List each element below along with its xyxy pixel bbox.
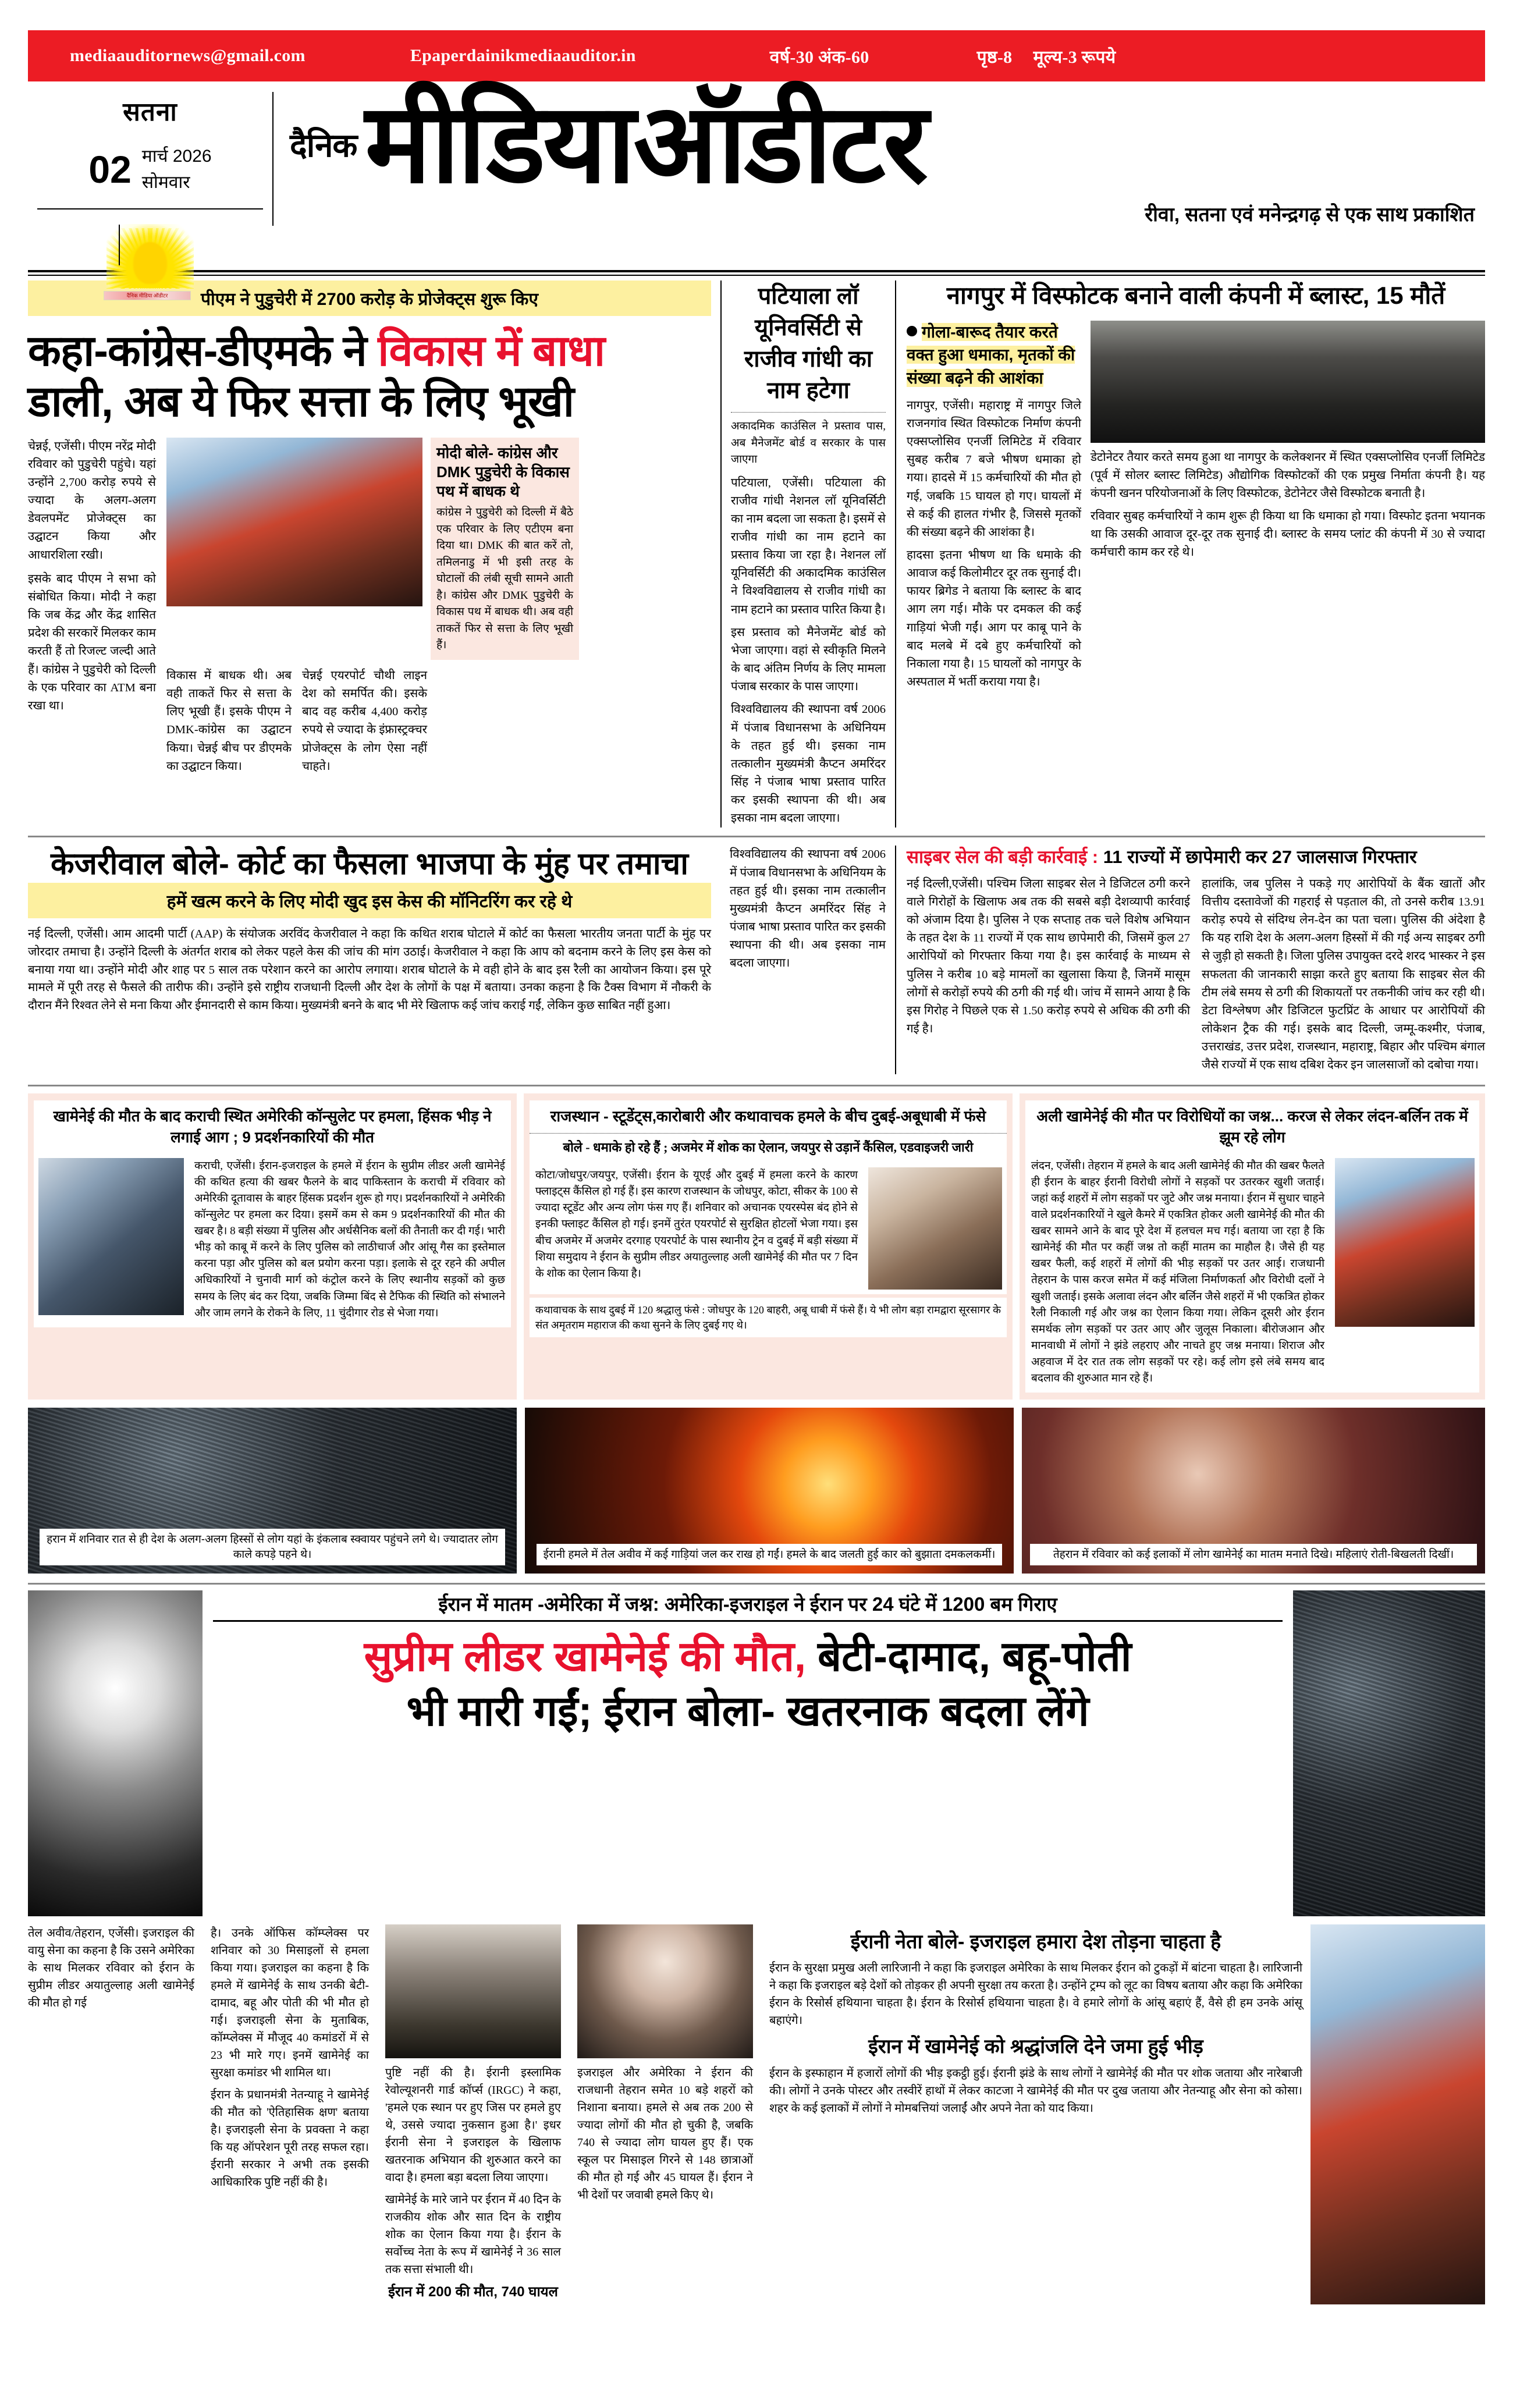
mega-photo-ruins — [385, 1924, 561, 2058]
lead-col3-para: चेन्नई एयरपोर्ट चौथी लाइन देश को समर्पित की। इसके बाद वह करीब 4,400 करोड़ रुपये से ज्यादा के इंफ्रास्ट्रक्चर प्रोजेक्ट्स के लोग ऐसा नहीं चाहते। — [302, 669, 427, 773]
mega-photo-tribute-crowd — [1310, 1924, 1485, 2304]
mega-col4-para1: इजराइल और अमेरिका ने ईरान की राजधानी तेहरान समेत 10 बड़े शहरों को निशाना बनाया। हमले से अब तक 200 से ज्यादा लोगों की मौत हो चुकी है, जबकि 740 से ज्यादा लोग घायल हुए हैं। एक स्कूल पर मिसाइल गिरने से 148 छात्राओं की मौत हो गई और 45 घायल हैं। ईरान ने भी देशों पर जवाबी हमले किए थे। — [577, 2066, 753, 2202]
karachi-body: कराची, एजेंसी। ईरान-इजराइल के हमले में ईरान के सुप्रीम लीडर अली खामेनेई की कथित हत्या की खबर फैलने के बाद पाकिस्तान के कराची में रविवार को अमेरिकी दूतावास के बाहर हिंसक प्रदर्शन शुरू हो गए। प्रदर्शनकारियों ने अमेरिकी कॉन्सुलेट पर हमला कर दिया। इसमें कम से कम 9 प्रदर्शनकारियों की मौत की खबर है। 8 बड़ी संख्या में पुलिस और अर्धसैनिक बलों की तैनाती कर दी गई। भारी भीड़ को काबू में करने के लिए पुलिस को लाठीचार्ज और आंसू गैस का इस्तेमाल करना पड़ा और पुलिस को बल प्रयोग करना पड़ा। इलाके से दूर रहने की अपील अधिकारियों ने चुनावी मार्ग को कंट्रोल करने के लिए स्थानीय सड़कों को कुछ समय के लिए बंद कर दिया, जबकि जिम्मा बिंद से टैफिक की स्थिति को संभालने और जाम लगने के रोकने के लिए, 11 चुंदीगार रोड से भेजा गया। — [189, 1153, 511, 1327]
dateline — [28, 143, 272, 196]
kejriwal-subhead: हमें खत्म करने के लिए मोदी खुद इस केस की मॉनिटरिंग कर रहे थे — [28, 883, 711, 918]
tribute-headline: ईरान में खामेनेई को श्रद्धांजलि देने जमा हुई भीड़ — [868, 2036, 1203, 2058]
nagpur-para1: नागपुर, एजेंसी। महाराष्ट्र में नागपुर जिले राजनगांव स्थित विस्फोटक निर्माण कंपनी एक्सप्लोसिव एनर्जी लिमिटेड में रविवार सुबह करीब 7 बजे भीषण धमाका हो गया। हादसे में 15 कर्मचारियों की मौत हो गई, जबकि 15 घायल हो गए। घायलों में से कई की हालत गंभीर है, जिससे मृतकों की संख्या बढ़ने की आशंका है। — [907, 399, 1081, 539]
nagpur-bullet-text: गोला-बारूद तैयार करते वक्त हुआ धमाका, मृतकों की संख्या बढ़ने की आशंका — [907, 322, 1075, 387]
patiala-story — [720, 280, 895, 827]
patiala-subhead: अकादमिक काउंसिल ने प्रस्ताव पास, अब मैनेजमेंट बोर्ड व सरकार के पास जाएगा — [731, 412, 886, 468]
lead-body-columns — [28, 438, 711, 776]
mega-body-columns — [28, 1924, 1485, 2304]
patiala-headline: पटियाला लॉ यूनिवर्सिटी से राजीव गांधी का नाम हटेगा — [744, 283, 873, 403]
lead-kicker: पीएम ने पुडुचेरी में 2700 करोड़ के प्रोजेक्ट्स शुरू किए — [28, 280, 711, 316]
mega-col3-subhead: ईरान में 200 की मौत, 740 घायल — [388, 2284, 558, 2300]
larijani-headline: ईरानी नेता बोले- इजराइल हमारा देश तोड़ना चाहता है — [850, 1931, 1221, 1954]
kejriwal-headline: केजरीवाल बोले- कोर्ट का फैसला भाजपा के मुंह पर तमाचा — [50, 847, 689, 882]
karachi-headline: खामेनेई की मौत के बाद कराची स्थित अमेरिकी कॉन्सुलेट पर हमला, हिंसक भीड़ ने लगाई आग ; 9 प्रदर्शनकारियों की मौत — [34, 1100, 511, 1153]
rajasthan-subhead: बोले - धमाके हो रहे हैं ; अजमेर में शोक का ऐलान, जयपुर से उड़ानें कैंसिल, एडवाइजरी जारी — [530, 1133, 1007, 1163]
lead-headline-part2: डाली, अब ये फिर सत्ता के लिए भूखी — [28, 377, 574, 426]
date-weekday: सोमवार — [141, 173, 190, 192]
nagpur-para2: हादसा इतना भीषण था कि धमाके की आवाज कई किलोमीटर दूर तक सुनाई दी। फायर ब्रिगेड ने बताया कि ब्लास्ट के बाद आग लग गई। मौके पर दमकल की कई गाड़ियां भेजी गईं। आग पर काबू पाने के बाद मलबे में दबे हुए कर्मचारियों को निकाला गया है। 15 घायलों को नागपुर के अस्पताल में भर्ती कराया गया है। — [907, 549, 1081, 689]
patiala-cont-para: विश्वविद्यालय की स्थापना वर्ष 2006 में पंजाब विधानसभा के अधिनियम के तहत हुई थी। इसका नाम तत्कालीन मुख्यमंत्री कैप्टन अमरिंदर सिंह ने पंजाब भाषा प्रस्ताव पारित कर इसकी स्थापना की थी। अब इसका नाम बदला जाएगा। — [730, 848, 886, 970]
photo-block-2 — [525, 1408, 1014, 1574]
celebration-headline: अली खामेनेई की मौत पर विरोधियों का जश्न... करज से लेकर लंदन-बर्लिन तक में झूम रहे लोग — [1025, 1100, 1479, 1153]
kejriwal-body: नई दिल्ली, एजेंसी। आम आदमी पार्टी (AAP) के संयोजक अरविंद केजरीवाल ने कहा कि कथित शराब घोटाले में कोर्ट का फैसला भारतीय जनता पार्टी के मुंह पर जोरदार तमाचा है। उन्होंने दिल्ली के अंतर्गत शराब को लेकर पहले केस की जांच की मांग उठाई। केजरीवाल ने कहा कि आप को बदनाम करने के लिए इस केस को बनाया गया था। उन्होंने मोदी और शाह पर 5 साल तक परेशान करने का आरोप लगाया। शराब घोटाले के मे वही होने के बाद इस रैली का आयोजन किया। इस पूरे मामले में पूरी तरह से फैसले की तारीफ की। उन्होंने इसे राष्ट्रीय राजधानी दिल्ली और देश के लोगों के पक्ष में बताया। उनका कहना है कि टैक्स विभाग में नौकरी के दौरान मैंने रिश्वत लेने से मना किया और ईमानदारी से काम किया। मुख्यमंत्री बनने के बाद भी मेरे खिलाफ कई जांच कराई गईं, लेकिन कुछ साबित नहीं हुआ। — [28, 928, 711, 1013]
cyber-para2: हालांकि, जब पुलिस ने पकड़े गए आरोपियों के बैंक खातों और वित्तीय दस्तावेजों की गहराई से पड़ताल की, तो उनसे करीब 13.91 करोड़ रुपये से संदिग्ध लेन-देन का पता चला। पुलिस की अंदेशा है कि यह राशि देश के अलग-अलग हिस्सों में की गई अन्य साइबर ठगी से जुड़ी हो सकती है। जिला पुलिस उपायुक्त दरदे शरद भास्कर ने इस सफलता की जानकारी साझा करते हुए बताया कि साइबर सेल की टीम लंबे समय से ठगी की शिकायतों पर तकनीकी जांच कर रही थी। डेटा विश्लेषण और डिजिटल फुटप्रिंट के आधार पर आरोपियों की लोकेशन ट्रैक की गई। इसके बाद दिल्ली, जम्मू-कश्मीर, पंजाब, उत्तराखंड, उत्तर प्रदेश, राजस्थान, महाराष्ट्र, बिहार और पश्चिम बंगाल जैसे राज्यों में एक साथ दबिश देकर इन जालसाजों को दबोचा गया। — [1202, 877, 1485, 1072]
price: मूल्य-3 रूपये — [1033, 47, 1116, 67]
cyber-headline-red: साइबर सेल की बड़ी कार्रवाई : — [907, 847, 1103, 868]
lead-headline-highlight: विकास में बाधा — [378, 326, 605, 375]
international-band — [28, 1085, 1485, 1400]
lead-col1-para2: इसके बाद पीएम ने सभा को संबोधित किया। मोदी ने कहा कि जब केंद्र और केंद्र शासित प्रदेश की सरकारें मिलकर काम करती हैं तो रिजल्ट जल्दी आते हैं। कांग्रेस ने पुडुचेरी को दिल्ली के एक परिवार का ATM बना रखा था। — [28, 572, 156, 712]
mega-story — [28, 1583, 1485, 2304]
rajasthan-body: कोटा/जोधपुर/जयपुर, एजेंसी। ईरान के यूएई और दुबई में हमला करने के कारण फ्लाइट्स कैंसिल हो गई हैं। इस कारण राजस्थान के जोधपुर, कोटा, सीकर के 100 से ज्यादा स्टूडेंट और अन्य लोग फंस गए हैं। शनिवार को अचानक एयरस्पेस बंद होने से इनकी फ्लाइट कैंसिल हो गई। इनमें तुरंत एयरपोर्ट से सुरक्षित होटलों भेजा गया। इस बीच अजमेर में अजमेर दरगाह एयरपोर्ट के पास स्थानीय ट्रेन व दुबई में बड़ी संख्या में शिया समुदाय ने ईरान के सुप्रीम लीडर अयातुल्लाह अली खामेनेई की मौत पर 7 दिन के शोक का ऐलान किया है। — [530, 1163, 864, 1294]
mega-headline — [213, 1630, 1283, 1739]
celebration-photo-rally — [1335, 1158, 1475, 1327]
mega-headline-line2: भी मारी गईं; ईरान बोला- खतरनाक बदला लेंगे — [406, 1688, 1089, 1735]
mega-photo-crowd — [1293, 1590, 1485, 1916]
cyber-headline-rest: 11 राज्यों में छापेमारी कर 27 जालसाज गिरफ्तार — [1103, 847, 1417, 868]
mega-headline-black: बेटी-दामाद, बहू-पोती — [806, 1633, 1132, 1681]
photo-strip — [28, 1408, 1485, 1574]
mega-col2-para1: है। उनके ऑफिस कॉम्प्लेक्स पर शनिवार को 30 मिसाइलों से हमला किया गया। इजराइल का कहना है कि हमले में खामेनेई के साथ उनकी बेटी-दामाद, बहू और पोती की भी मौत हो गई। इजराइली सेना के मुताबिक, कॉम्प्लेक्स में मौजूद 40 कमांडरों में से 23 भी मारे गए। इनमें खामेनेई का सुरक्षा कमांडर भी शामिल था। — [211, 1927, 369, 2080]
photo-mourning-women — [1022, 1408, 1485, 1574]
volume-issue: वर्ष-30 अंक-60 — [769, 47, 869, 67]
mega-col-4 — [569, 1924, 761, 2304]
logo-band-text: दैनिक मीडिया ऑडीटर — [104, 291, 191, 300]
lead-headline — [28, 325, 711, 427]
mega-photo-leader — [577, 1924, 753, 2058]
nagpur-headline: नागपुर में विस्फोटक बनाने वाली कंपनी में ब्लास्ट, 15 मौतें — [946, 282, 1445, 309]
newspaper-page — [0, 30, 1513, 2408]
khamenei-portrait-illustration — [28, 1590, 203, 1916]
photo-caption-3: तेहरान में रविवार को कई इलाकों में लोग खामेनेई का मातम मनाते दिखे। महिलाएं रोती-बिखलती दिखीं। — [1030, 1544, 1477, 1566]
celebration-body: लंदन, एजेंसी। तेहरान में हमले के बाद अली खामेनेई की मौत की खबर फैलते ही ईरान के बाहर ईरानी विरोधी लोगों ने सड़कों पर उतरकर खुशी जताई। जहां कई शहरों में लोग सड़कों पर जुटे और जश्न मनाया। ईरान में सुधार चाहने वाले प्रदर्शनकारियों ने खुले कैमरे में एकत्रित होकर अली खामेनेई की मौत की खबर सामने आने के बाद पूरे देश में हलचल मच गई। बताया जा रहा है कि खामेनेई की मौत पर कहीं जश्न तो कहीं मातम का माहौल है। जैसे ही यह खबर फैली, कई शहरों में लोगों की भीड़ सड़कों पर उतर आई। राजधानी तेहरान के पास करज समेत में कई मंजिला निर्माणकर्ता और विरोधी दलों ने खुशी जताई। इसके अलावा लंदन और बर्लिन जैसे शहरों में भी एकत्रित होकर रैली निकाली गई और जश्न का ऐलान किया गया। लेकिन दूसरी ओर ईरान समर्थक लोग सड़कों पर उतर आए और जुलूस निकाला। बीरोजआन और मानवाधी में लोगों ने झंडे लहराए और नाचते हुए जश्न मनाया। शिराज और अहवाज में देर रात तक लोग सड़कों पर रहे। कई लोग इसे लंबे समय बाद बदलाव की शुरुआत मान रहे हैं। — [1025, 1153, 1330, 1393]
rajasthan-photo-group — [868, 1167, 1002, 1290]
mega-headline-red: सुप्रीम लीडर खामेनेई की मौत, — [364, 1633, 806, 1681]
mega-col-1 — [28, 1924, 203, 2304]
karachi-story — [28, 1093, 517, 1400]
masthead-dateblock — [28, 90, 272, 300]
mega-kicker: ईरान में मातम -अमेरिका में जश्न: अमेरिका-इजराइल ने ईरान पर 24 घंटे में 1200 बम गिराए — [213, 1590, 1283, 1622]
nagpur-bullet — [907, 321, 1081, 390]
cyber-story — [895, 846, 1485, 1074]
modi-quote-box — [431, 438, 579, 660]
mega-col2-para2: ईरान के प्रधानमंत्री नेतन्याहू ने खामेनेई की मौत को 'ऐतिहासिक क्षण' बताया है। इजराइली सेना के प्रवक्ता ने कहा कि यह ऑपरेशन पूरी तरह सफल रहा। ईरानी सरकार ने अभी तक इसकी आधिकारिक पुष्टि नहीं की है। — [211, 2089, 369, 2189]
mega-col-3 — [377, 1924, 569, 2304]
lead-photo-modi-rally — [166, 438, 422, 606]
lead-col-1 — [28, 438, 156, 776]
nagpur-para4: रविवार सुबह कर्मचारियों ने काम शुरू ही किया था कि धमाका हो गया। विस्फोट इतना भयानक था कि उसकी आवाज दूर-दूर तक सुनाई दी। ब्लास्ट के समय प्लांट की कंपनी में 30 से ज्यादा कर्मचारी काम कर रहे थे। — [1091, 509, 1485, 559]
dateblock-divider — [37, 208, 263, 209]
masthead-prefix: दैनिक — [290, 127, 357, 164]
edition-city: सतना — [123, 98, 177, 126]
date-month-year: मार्च 2026 — [141, 147, 212, 166]
cyber-headline — [907, 846, 1485, 869]
mega-col-2 — [203, 1924, 377, 2304]
sun-icon — [104, 220, 197, 290]
mega-col-5 — [761, 1924, 1302, 2304]
larijani-body: ईरान के सुरक्षा प्रमुख अली लारिजानी ने कहा कि इजराइल अमेरिका के साथ मिलकर ईरान को टुकड़ों में बांटना चाहता है। लारिजानी ने कहा कि इजराइल बड़े देशों को तोड़कर ही अपनी सुरक्षा तय करता है। उन्होंने ट्रम्प को लूट का विषय बताया और कहा कि अमेरिका ईरान के रिसोर्स हथियाना चाहता है। ईरान के रिसोर्स हथियाना चाहता है। वे हमारे लोगों के आंसू बहाएं हैं, वैसे ही हम उनके आंसू बहाएंगे। — [769, 1962, 1302, 2027]
rajasthan-story — [524, 1093, 1013, 1400]
karachi-photo-protest — [38, 1158, 184, 1315]
lead-story-pm — [28, 280, 720, 827]
lead-headline-part1: कहा-कांग्रेस-डीएमके ने — [28, 326, 378, 375]
nagpur-story — [895, 280, 1485, 827]
photo-caption-1: हरान में शनिवार रात से ही देश के अलग-अलग हिस्सों से लोग यहां के इंकलाब स्क्वायर पहुंचने लगे थे। ज्यादातर लोग काले कपड़े पहने थे। — [40, 1529, 505, 1565]
bullet-dot-icon — [907, 326, 917, 336]
patiala-para1: पटियाला, एजेंसी। पटियाला की राजीव गांधी नेशनल लॉ यूनिवर्सिटी का नाम बदला जा सकता है। इसमें से राजीव गांधी का नाम हटाने का प्रस्ताव किया जा रहा है। नेशनल लॉ यूनिवर्सिटी की अकादमिक काउंसिल ने विश्वविद्यालय से राजीव गांधी का नाम हटाने का प्रस्ताव पारित किया है। — [731, 476, 886, 616]
sun-logo — [28, 220, 272, 300]
nagpur-para3: डेटोनेटर तैयार करते समय हुआ था नागपुर के कलेक्शनर में स्थित एक्सप्लोसिव एनर्जी लिमिटेड (पूर्व में सोलर ब्लास्ट लिमिटेड) औद्योगिक विस्फोटकों की एक प्रमुख निर्माता कंपनी है। यह कंपनी खनन परियोजनाओं के लिए विस्फोटक, डेटोनेटर जैसे विस्फोटक बनाती है। — [1091, 450, 1485, 500]
tribute-body: ईरान के इस्फाहान में हजारों लोगों की भीड़ इकट्ठी हुई। ईरानी झंडे के साथ लोगों ने खामेनेई की मौत पर शोक जताया और नारेबाजी की। लोगों ने उनके पोस्टर और तस्वीरें हाथों में लेकर काटजा ने खामेनेई की मौत पर दुख जताया और नेतन्याहू और सेना को कोसा। शहर के कई इलाकों में लोगों ने मोमबत्तियां जलाईं और अपने नेता को याद किया। — [769, 2066, 1302, 2115]
photo-tehran-crowd — [28, 1408, 517, 1574]
epaper-website[interactable]: Epaperdainikmediaauditor.in — [410, 46, 636, 65]
masthead-tagline: रीवा, सतना एवं मनेन्द्रगढ़ से एक साथ प्रकाशित — [1145, 204, 1475, 226]
lead-section — [28, 280, 1485, 827]
lead-col1-para1: चेन्नई, एजेंसी। पीएम नरेंद्र मोदी रविवार को पुडुचेरी पहुंचे। यहां उन्होंने 2,700 करोड़ रुपये से ज्यादा के अलग-अलग डेवलपमेंट प्रोजेक्ट्स का उद्घाटन किया और आधारशिला रखी। — [28, 439, 156, 562]
photo-burning-cars — [525, 1408, 1014, 1574]
photo-block-3 — [1022, 1408, 1485, 1574]
cyber-para1: नई दिल्ली,एजेंसी। पश्चिम जिला साइबर सेल ने डिजिटल ठगी करने वाले गिरोहों के खिलाफ अब तक की सबसे बड़ी देशव्यापी कार्रवाई को अंजाम दिया है। पुलिस ने एक सप्ताह तक चले विशेष अभियान के तहत देश के 11 राज्यों में एक साथ छापेमारी की, जिसमें कुल 27 आरोपियों को गिरफ्तार किया गया है। इस कार्रवाई के माध्यम से पुलिस ने करीब 10 बड़े मामलों का खुलासा किया है, जिनमें मासूम लोगों से करोड़ों रुपये की ठगी की गई थी। जांच में सामने आया है कि इस गिरोह ने पिछले एक से 1.50 करोड़ रुपये से अधिक की ठगी की गई है। — [907, 877, 1190, 1036]
nagpur-photo-blast-site — [1091, 321, 1485, 443]
page-count: पृष्ठ-8 — [976, 47, 1013, 67]
masthead-vertical-rule-2 — [119, 225, 120, 265]
rajasthan-note: कथावाचक के साथ दुबई में 120 श्रद्धालु फंसे : जोधपुर के 120 बाहरी, अबू धाबी में फंसे हैं। ये भी लोग बड़ा रामद्वारा सूरसागर के संत अमृतराम महाराज की कथा सुनने के लिए दुबई गए थे। — [530, 1298, 1007, 1337]
mega-col1-para1: तेल अवीव/तेहरान, एजेंसी। इजराइल की वायु सेना का कहना है कि उसने अमेरिका के साथ मिलकर रविवार को ईरान के सुप्रीम लीडर अयातुल्लाह अली खामेनेई की मौत हो गई — [28, 1927, 194, 2010]
patiala-continued — [720, 846, 895, 1074]
top-info-bar — [28, 30, 1485, 81]
mega-col3-para2: खामेनेई के मारे जाने पर ईरान में 40 दिन के राजकीय शोक और सात दिन के राष्ट्रीय शोक का ऐलान किया गया है। ईरान के सर्वोच्च नेता के रूप में खामेनेई ने 36 साल तक सत्ता संभाली थी। — [385, 2193, 561, 2276]
photo-caption-2: ईरानी हमले में तेल अवीव में कई गाड़ियां जल कर राख हो गईं। हमले के बाद जलती हुई कार को बुझाता दमकलकर्मी। — [537, 1544, 1002, 1566]
masthead-title-block — [272, 82, 1485, 227]
lead-col2-para: विकास में बाधक थी। अब वही ताकतें फिर से सत्ता के लिए भूखी हैं। इसके पीएम ने DMK-कांग्रेस का उद्घाटन किया। चेन्नई बीच पर डीएमके का उद्घाटन किया। — [166, 669, 292, 773]
lead-photo-and-box — [166, 438, 711, 776]
patiala-para3: विश्वविद्यालय की स्थापना वर्ष 2006 में पंजाब विधानसभा के अधिनियम के तहत हुई थी। इसका नाम तत्कालीन मुख्यमंत्री कैप्टन अमरिंदर सिंह ने पंजाब भाषा प्रस्ताव पारित कर इसकी स्थापना की थी। अब इसका नाम बदला जाएगा। — [731, 703, 886, 825]
mega-col3-para1: पुष्टि नहीं की है। ईरानी इस्लामिक रेवोल्यूशनरी गार्ड कॉर्प्स (IRGC) ने कहा, 'हमले एक स्थान पर हुए जिस पर हमले हुए थे, उससे ज्यादा नुकसान हुआ है।' इधर ईरानी सेना ने इजराइल के खिलाफ खतरनाक अभियान की शुरुआत करने का वादा है। हमला बड़ा बदला लिया जाएगा। — [385, 2066, 561, 2185]
patiala-para2: इस प्रस्ताव को मैनेजमेंट बोर्ड को भेजा जाएगा। वहां से स्वीकृति मिलने के बाद अंतिम निर्णय के लिए मामला पंजाब सरकार के पास जाएगा। — [731, 626, 886, 694]
date-day: 02 — [88, 148, 132, 191]
masthead-title: मीडियाऑडीटर — [365, 82, 926, 205]
second-band — [28, 836, 1485, 1074]
contact-email[interactable]: mediaauditornews@gmail.com — [70, 46, 306, 65]
modi-box-body: कांग्रेस ने पुडुचेरी को दिल्ली में बैठे एक परिवार के लिए एटीएम बना दिया था। DMK की बात करें तो, तमिलनाडु में भी इसी तरह के घोटालों की लंबी सूची सामने आती है। कांग्रेस और DMK पुडुचेरी के विकास पथ में बाधक थी। अब वही ताकतें फिर से सत्ता के लिए भूखी हैं। — [436, 506, 573, 652]
modi-box-headline: मोदी बोले- कांग्रेस और DMK पुडुचेरी के विकास पथ में बाधक थे — [436, 443, 570, 500]
celebration-story — [1020, 1093, 1485, 1400]
rajasthan-headline: राजस्थान - स्टूडेंट्स,कारोबारी और कथावाचक हमले के बीच दुबई-अबूधाबी में फंसे — [530, 1100, 1007, 1132]
kejriwal-story — [28, 846, 720, 1074]
photo-block-1 — [28, 1408, 517, 1574]
